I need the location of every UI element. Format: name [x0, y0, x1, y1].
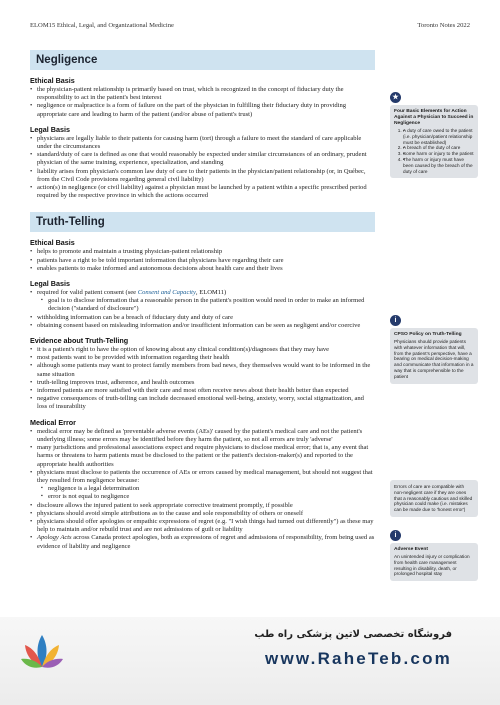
list-item: • negative consequences of truth-telling can include decreased emotional well-being, anxiety, worry, social stigmatization, and loss of insurability [30, 395, 375, 411]
list-subitem: ▪ error is not equal to negligence [30, 493, 375, 501]
sidebar-box-negligence-elements [390, 92, 478, 178]
section-title-negligence: Negligence [30, 50, 375, 70]
consent-capacity-link[interactable]: Consent and Capacity [137, 289, 196, 297]
sidebar-box [390, 480, 478, 517]
bullet-list [30, 248, 375, 273]
list-text: across Canada protect apologies, both as expressions of regret and admissions of responsibility, from being used as evidence of liability and negligence [37, 534, 375, 550]
watermark-text: فروشگاه تخصصی لاتین پزشکی راه طب [254, 629, 452, 640]
watermark-banner [0, 617, 500, 705]
list-subitem: ▪ goal is to disclose information that a reasonable person in the patient's position would need in order to make an informed decision ("standard of disclosure") [30, 297, 375, 313]
list-text: , ELOM11) [195, 289, 227, 297]
info-icon: i [390, 530, 401, 541]
sidebar-list-item: • 2. A breach of the duty of care [403, 145, 474, 151]
subheading: Ethical Basis [30, 76, 75, 85]
list-item: • disclosure allows the injured patient to seek appropriate corrective treatment promptly, if possible [30, 502, 375, 510]
list-item: • informed patients are more satisfied with their care and most often receive news about their health better than expected [30, 387, 375, 395]
sidebar-box [390, 328, 478, 384]
bullet-list [30, 135, 375, 201]
watermark-url: www.RaheTeb.com [265, 649, 452, 668]
list-item: • helps to promote and maintain a trusting physician-patient relationship [30, 248, 375, 256]
list-item [30, 534, 375, 550]
subheading: Evidence about Truth-Telling [30, 336, 129, 346]
main-content [30, 42, 375, 551]
list-item: • enables patients to make informed and autonomous decisions about health care and their lives [30, 265, 375, 273]
header-right: Toronto Notes 2022 [417, 22, 470, 29]
bullet-list [30, 346, 375, 412]
list-item: • negligence or malpractice is a form of failure on the part of the physician in fulfilling their fiduciary duty in providing appropriate care and leading to harm of the patient (and/or abuse of patient's trust) [30, 102, 375, 118]
list-item: • withholding information can be a breach of fiduciary duty and duty of care [30, 314, 375, 322]
sidebar-list-item: • 3. Some harm or injury to the patient [403, 151, 474, 157]
section-title-truth-telling: Truth-Telling [30, 212, 375, 232]
page-header [30, 22, 470, 29]
sidebar-numbered-list [394, 128, 474, 174]
sidebar-box-text: An unintended injury or complication from health care management resulting in disability, death, or prolonged hospital stay [394, 554, 470, 577]
list-item: • truth-telling improves trust, adherence, and health outcomes [30, 379, 375, 387]
subheading: Ethical Basis [30, 238, 75, 248]
sidebar-box [390, 105, 478, 178]
sidebar-list-item: • 1. A duty of care owed to the patient (i.e. physician/patient relationship must be established) [403, 128, 474, 145]
list-item: • liability arises from physician's common law duty of care to their patients in the physician/patient relationship (or, in Québec, from the Civil Code provisions regarding general civil liability) [30, 168, 375, 184]
sidebar-box [390, 543, 478, 581]
sidebar-box-text: Physicians should provide patients with whatever information that will, from the patient's perspective, have a bearing on medical decision-making and communicate that information in a way that is comprehensible to the patient [394, 339, 474, 379]
subheading: Legal Basis [30, 124, 70, 134]
list-item [30, 289, 375, 297]
bullet-list [30, 428, 375, 551]
sidebar-box-text: Errors of care are compatible with non-negligent care if they are ones that a reasonably cautious and skilled physician could make (i.e. mistakes can be made due to 'honest error') [394, 484, 473, 513]
sidebar-list-item: • 4. The harm or injury must have been caused by the breach of the duty of care [403, 157, 474, 174]
list-subitem: ▪ negligence is a legal determination [30, 485, 375, 493]
list-item: • it is a patient's right to have the option of knowing about any clinical condition(s)/diagnoses that they may have [30, 346, 375, 354]
list-item: • many jurisdictions and professional associations expect and require physicians to disclose medical error; that is, any event that harms or threatens to harm patients must be disclosed to the patient or the patient's decision-maker(s) and reported to the appropriate health authorities [30, 444, 375, 469]
sidebar-box-errors-of-care [390, 480, 478, 517]
list-item: • physicians should avoid simple attributions as to the cause and sole responsibility of others or oneself [30, 510, 375, 518]
sidebar-box-adverse-event [390, 530, 478, 581]
list-item: • obtaining consent based on misleading information and/or insufficient information can be seen as negligent and/or coercive [30, 322, 375, 330]
list-item: • action(s) in negligence (or civil liability) against a physician must be launched by a patient within a specific prescribed period required by the respective province in which the actions occurred [30, 184, 375, 200]
key-icon: ★ [390, 92, 401, 103]
list-item: • although some patients may want to protect family members from bad news, they themselves would want to be informed in the same situation [30, 362, 375, 378]
list-item: • medical error may be defined as 'preventable adverse events (AEs)' caused by the patient's medical care and not the patient's underlying illness; some errors may be identified before they harm the patient, so not all errors are truly 'adverse' [30, 428, 375, 444]
list-item: • the physician-patient relationship is primarily based on trust, which is recognized in the concept of fiduciary duty the responsibility to act in the patient's best interest [30, 86, 375, 102]
sidebar-box-title: Four Basic Elements for Action Against a Physician to Succeed in Negligence [394, 109, 474, 126]
list-item: • physicians should offer apologies or empathic expressions of regret (e.g. "I wish things had turned out differently") as these may help to maintain and/or rebuild trust and are not admissions of guilt or liability [30, 518, 375, 534]
list-text: required for valid patient consent (see [37, 289, 138, 297]
list-item: • most patients want to be provided with information regarding their health [30, 354, 375, 362]
sidebar-box-cpso-policy [390, 315, 478, 384]
header-left: ELOM15 Ethical, Legal, and Organizational Medicine [30, 22, 174, 29]
info-icon: i [390, 315, 401, 326]
bullet-list [30, 289, 375, 330]
sidebar-box-title: Adverse Event [394, 547, 428, 552]
list-item: • physicians must disclose to patients the occurrence of AEs or errors caused by medical management, but should not suggest that they resulted from negligence because: [30, 469, 375, 485]
list-item: • physicians are legally liable to their patients for causing harm (tort) through a failure to meet the standard of care applicable under the circumstances [30, 135, 375, 151]
subheading: Legal Basis [30, 279, 70, 289]
subheading: Medical Error [30, 417, 76, 427]
list-item: • patients have a right to be told important information that physicians have regarding their care [30, 257, 375, 265]
sidebar-box-title: CPSO Policy on Truth-Telling [394, 332, 462, 337]
apology-acts: Apology Acts [37, 534, 72, 542]
lotus-logo-icon [16, 629, 68, 681]
list-item: • standard/duty of care is defined as one that would reasonably be expected under similar circumstances of an ordinary, prudent physician of the same training, experience, specialization, and standing [30, 151, 375, 167]
bullet-list [30, 86, 375, 119]
